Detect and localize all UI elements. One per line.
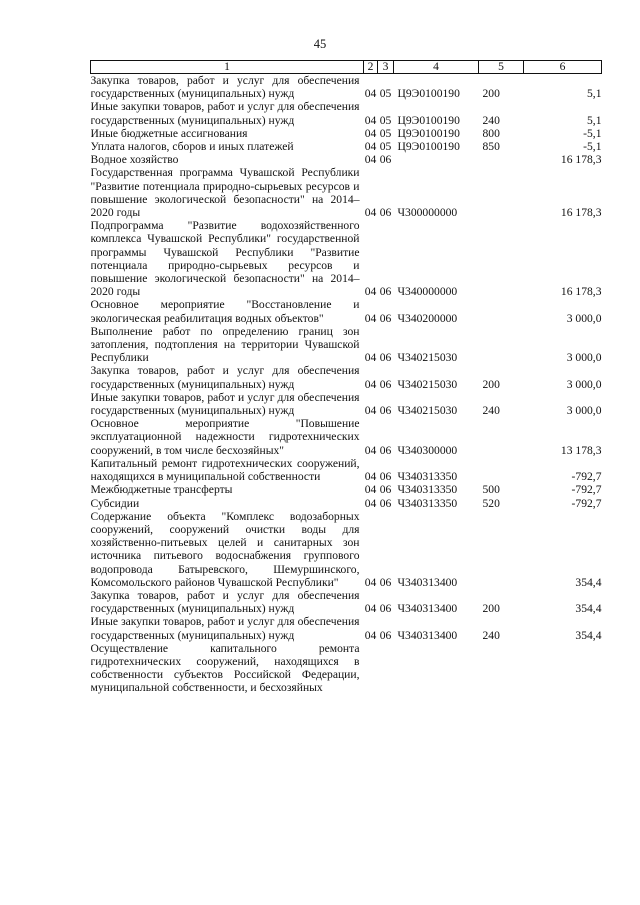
row-target-article: Ч340300000 [397, 443, 458, 457]
row-section: 04 [364, 602, 377, 616]
table-row [91, 417, 602, 457]
row-expense-type [479, 219, 524, 298]
row-expense-type [479, 417, 524, 457]
table-row [91, 589, 602, 615]
row-expense-type: 520 [482, 496, 500, 510]
table-row [91, 74, 602, 101]
table-row [91, 510, 602, 589]
column-header-subsection: 3 [378, 61, 394, 74]
table-row [91, 483, 602, 496]
row-name: Закупка товаров, работ и услуг для обеспечения государственных (муниципальных) нужд [90, 364, 360, 391]
row-subsection: 06 [379, 311, 392, 325]
row-amount: 5,1 [587, 113, 602, 127]
table-row [91, 642, 602, 695]
row-section: 04 [364, 87, 377, 101]
row-name: Уплата налогов, сборов и иных платежей [90, 140, 294, 154]
row-name: Основное мероприятие "Восстановление и экологическая реабилитация водных объектов" [90, 298, 360, 325]
row-amount: 3 000,0 [566, 404, 602, 418]
row-subsection: 06 [379, 628, 392, 642]
row-name: Межбюджетные трансферты [90, 483, 233, 497]
row-name: Субсидии [90, 496, 140, 510]
row-subsection: 06 [379, 496, 392, 510]
table-row [91, 497, 602, 510]
row-target-article: Ц9Э0100190 [397, 140, 460, 154]
table-row [91, 325, 602, 365]
row-subsection: 06 [379, 206, 392, 220]
row-amount: -792,7 [571, 496, 602, 510]
row-subsection: 05 [379, 87, 392, 101]
row-expense-type [479, 457, 524, 483]
row-name: Осуществление капитального ремонта гидротехнических сооружений, находящихся в собственности субъектов Российской Федерации, муниципальной собственности, и бесхозяйных [90, 641, 360, 695]
row-expense-type: 850 [482, 140, 500, 154]
row-subsection: 06 [379, 153, 392, 167]
row-amount: 16 178,3 [560, 153, 602, 167]
row-name: Иные закупки товаров, работ и услуг для обеспечения государственных (муниципальных) нужд [90, 390, 360, 418]
row-target-article: Ч340313400 [397, 628, 458, 642]
row-name: Государственная программа Чувашской Республики "Развитие потенциала природно-сырьевых ресурсов и повышение экологической безопасности" на 2014–2020 годы [90, 166, 360, 220]
row-target-article: Ч340313350 [397, 496, 458, 510]
row-target-article: Ч340000000 [397, 285, 458, 299]
row-name: Водное хозяйство [90, 153, 179, 167]
budget-table [90, 60, 602, 695]
row-amount: 13 178,3 [560, 443, 602, 457]
row-amount: 354,4 [575, 575, 602, 589]
row-target-article: Ч340313400 [397, 575, 458, 589]
row-subsection: 06 [379, 404, 392, 418]
row-target-article: Ч340313400 [397, 602, 458, 616]
row-amount: 16 178,3 [560, 285, 602, 299]
row-target-article: Ц9Э0100190 [397, 113, 460, 127]
table-row [91, 219, 602, 298]
row-subsection: 06 [379, 351, 392, 365]
row-amount: -792,7 [571, 470, 602, 484]
row-subsection: 05 [379, 126, 392, 140]
row-name: Капитальный ремонт гидротехнических сооружений, находящихся в муниципальной собственности [90, 456, 360, 484]
row-amount: 354,4 [575, 628, 602, 642]
row-name: Закупка товаров, работ и услуг для обеспечения государственных (муниципальных) нужд [90, 588, 360, 616]
row-subsection: 05 [379, 140, 392, 154]
row-expense-type: 200 [482, 602, 500, 616]
row-section: 04 [364, 206, 377, 220]
row-section: 04 [364, 404, 377, 418]
row-subsection: 06 [379, 483, 392, 497]
row-target-article: Ч340313350 [397, 470, 458, 484]
row-name: Иные бюджетные ассигнования [90, 126, 248, 140]
table-row [91, 391, 602, 417]
row-subsection: 06 [379, 285, 392, 299]
row-subsection: 05 [379, 113, 392, 127]
row-expense-type: 500 [482, 483, 500, 497]
row-section: 04 [364, 483, 377, 497]
row-expense-type: 800 [482, 126, 500, 140]
row-amount: -5,1 [583, 126, 602, 140]
row-subsection [378, 642, 394, 695]
row-expense-type: 240 [482, 113, 500, 127]
row-target-article: Ч340215030 [397, 351, 458, 365]
row-expense-type [479, 642, 524, 695]
row-subsection: 06 [379, 470, 392, 484]
row-name: Основное мероприятие "Повышение эксплуатационной надежности гидротехнических сооружений, в том числе бесхозяйных" [90, 417, 360, 457]
row-amount: -792,7 [571, 483, 602, 497]
row-amount: -5,1 [583, 140, 602, 154]
table-header [91, 61, 602, 74]
row-section: 04 [364, 443, 377, 457]
row-section: 04 [364, 470, 377, 484]
column-header-section: 2 [364, 61, 378, 74]
row-name: Иные закупки товаров, работ и услуг для обеспечения государственных (муниципальных) нужд [90, 100, 360, 127]
row-target-article: Ч340215030 [397, 377, 458, 391]
column-header-target-article: 4 [394, 61, 479, 74]
row-name: Выполнение работ по определению границ зон затопления, подтопления на территории Чувашской Республики [90, 324, 360, 365]
row-subsection: 06 [379, 575, 392, 589]
row-amount: 16 178,3 [560, 206, 602, 220]
row-target-article: Ч340313350 [397, 483, 458, 497]
row-name: Содержание объекта "Комплекс водозаборных сооружений, сооружений очистки воды для хозяйственно-питьевых целей и санитарных зон источника питьевого водоснабжения группового водопровода Батыревского, Шемуршинского, Комсомольского районов Чувашской Республики" [90, 509, 360, 589]
row-amount: 3 000,0 [566, 311, 602, 325]
row-expense-type: 240 [482, 628, 500, 642]
row-target-article [394, 642, 479, 695]
row-subsection: 06 [379, 443, 392, 457]
row-target-article: Ц9Э0100190 [397, 126, 460, 140]
table-row [91, 153, 602, 166]
page-number: 45 [313, 37, 327, 51]
row-name: Закупка товаров, работ и услуг для обеспечения государственных (муниципальных) нужд [90, 74, 360, 101]
row-section [364, 642, 378, 695]
row-name: Иные закупки товаров, работ и услуг для обеспечения государственных (муниципальных) нужд [90, 615, 360, 642]
row-section: 04 [364, 285, 377, 299]
row-amount: 3 000,0 [566, 377, 602, 391]
row-expense-type: 200 [482, 377, 500, 391]
row-target-article: Ц9Э0100190 [397, 87, 460, 101]
row-section: 04 [364, 311, 377, 325]
row-amount: 3 000,0 [566, 351, 602, 365]
row-expense-type: 240 [482, 404, 500, 418]
row-name: Подпрограмма "Развитие водохозяйственного комплекса Чувашской Республики" государственной программы Чувашской Республики "Развитие потенциала природно-сырьевых ресурсов и повышение экологической безопасности" на 2014–2020 годы [90, 219, 360, 299]
row-amount [524, 642, 602, 695]
table-row [91, 100, 602, 126]
column-header-amount: 6 [524, 61, 602, 74]
row-amount: 354,4 [575, 602, 602, 616]
table-row [91, 298, 602, 324]
row-section: 04 [364, 496, 377, 510]
row-section: 04 [364, 140, 377, 154]
row-expense-type [479, 153, 524, 166]
row-section: 04 [364, 628, 377, 642]
table-row [91, 364, 602, 390]
row-subsection: 06 [379, 377, 392, 391]
row-section: 04 [364, 575, 377, 589]
row-section: 04 [364, 126, 377, 140]
row-target-article [394, 153, 479, 166]
row-subsection: 06 [379, 602, 392, 616]
table-row [91, 615, 602, 641]
row-section: 04 [364, 113, 377, 127]
row-expense-type [479, 325, 524, 365]
table-row [91, 127, 602, 140]
row-expense-type: 200 [482, 87, 500, 101]
table-row [91, 166, 602, 219]
row-section: 04 [364, 153, 377, 167]
row-expense-type [479, 510, 524, 589]
row-section: 04 [364, 377, 377, 391]
table-row [91, 457, 602, 483]
row-target-article: Ч300000000 [397, 206, 458, 220]
row-section: 04 [364, 351, 377, 365]
table-row [91, 140, 602, 153]
table-body [91, 74, 602, 695]
row-amount: 5,1 [587, 87, 602, 101]
row-expense-type [479, 298, 524, 324]
row-expense-type [479, 166, 524, 219]
column-header-name: 1 [91, 61, 364, 74]
column-header-expense-type: 5 [479, 61, 524, 74]
row-target-article: Ч340215030 [397, 404, 458, 418]
row-target-article: Ч340200000 [397, 311, 458, 325]
